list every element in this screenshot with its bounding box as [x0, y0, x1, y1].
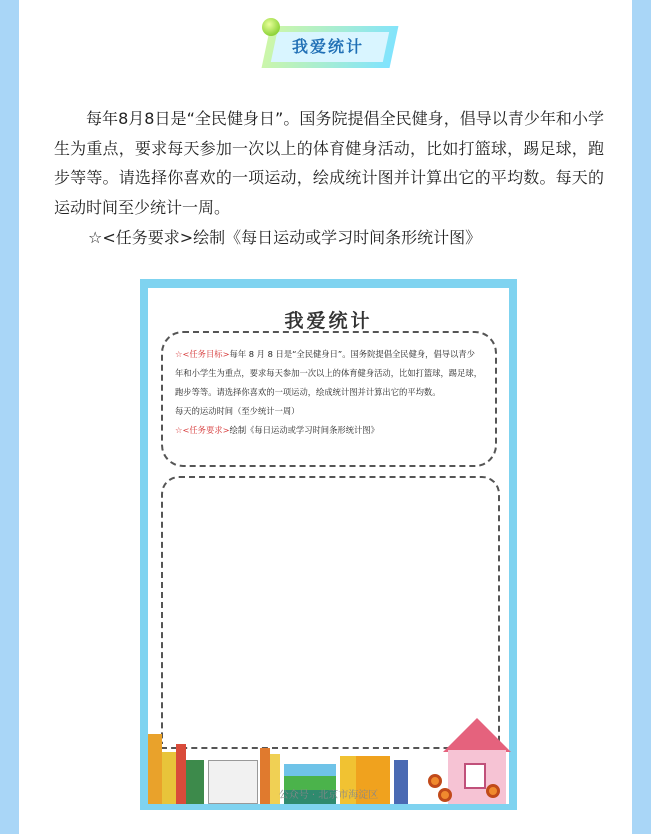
intro-paragraph: 每年8月8日是“全民健身日”。国务院提倡全民健身，倡导以青少年和小学生为重点，要求每天参加一次以上的体育健身活动，比如打篮球，踢足球，跑步等等。请选择你喜欢的一项运动，绘成统计图并计算出它的平均数。每天的运动时间至少统计一周。: [54, 109, 604, 217]
worksheet-image: [140, 279, 517, 810]
drawing-area: [161, 476, 500, 744]
worksheet-title: 我爱统计: [284, 310, 373, 332]
task-text: 每年 8 月 8 日是“全民健身日”。国务院提倡全民健身，倡导以青少年和小学生为重点，要求每天参加一次以上的体育健身活动，比如打篮球，踢足球，跑步等等。请选择你喜欢的一项运动，绘成统计图并计算出它的平均数。: [175, 349, 482, 397]
task-prefix: ☆<任务目标>: [175, 349, 230, 359]
req-prefix: ☆<任务要求>: [175, 425, 230, 435]
time-line: 每天的运动时间（至少统计一周）: [175, 406, 300, 416]
req-text: 绘制《每日运动或学习时间条形统计图》: [229, 425, 379, 435]
task-box: [161, 331, 497, 467]
title-banner: [258, 18, 398, 70]
house-roof: [443, 718, 511, 752]
watermark: 公众号 · 北京市海淀区: [278, 790, 379, 801]
book-icon: [284, 764, 336, 776]
left-border: [0, 0, 19, 834]
task-requirement: ☆<任务要求>绘制《每日运动或学习时间条形统计图》: [88, 228, 482, 247]
worksheet-paper: [148, 288, 509, 804]
right-border: [632, 0, 651, 834]
page-title: 我爱统计: [291, 37, 364, 56]
